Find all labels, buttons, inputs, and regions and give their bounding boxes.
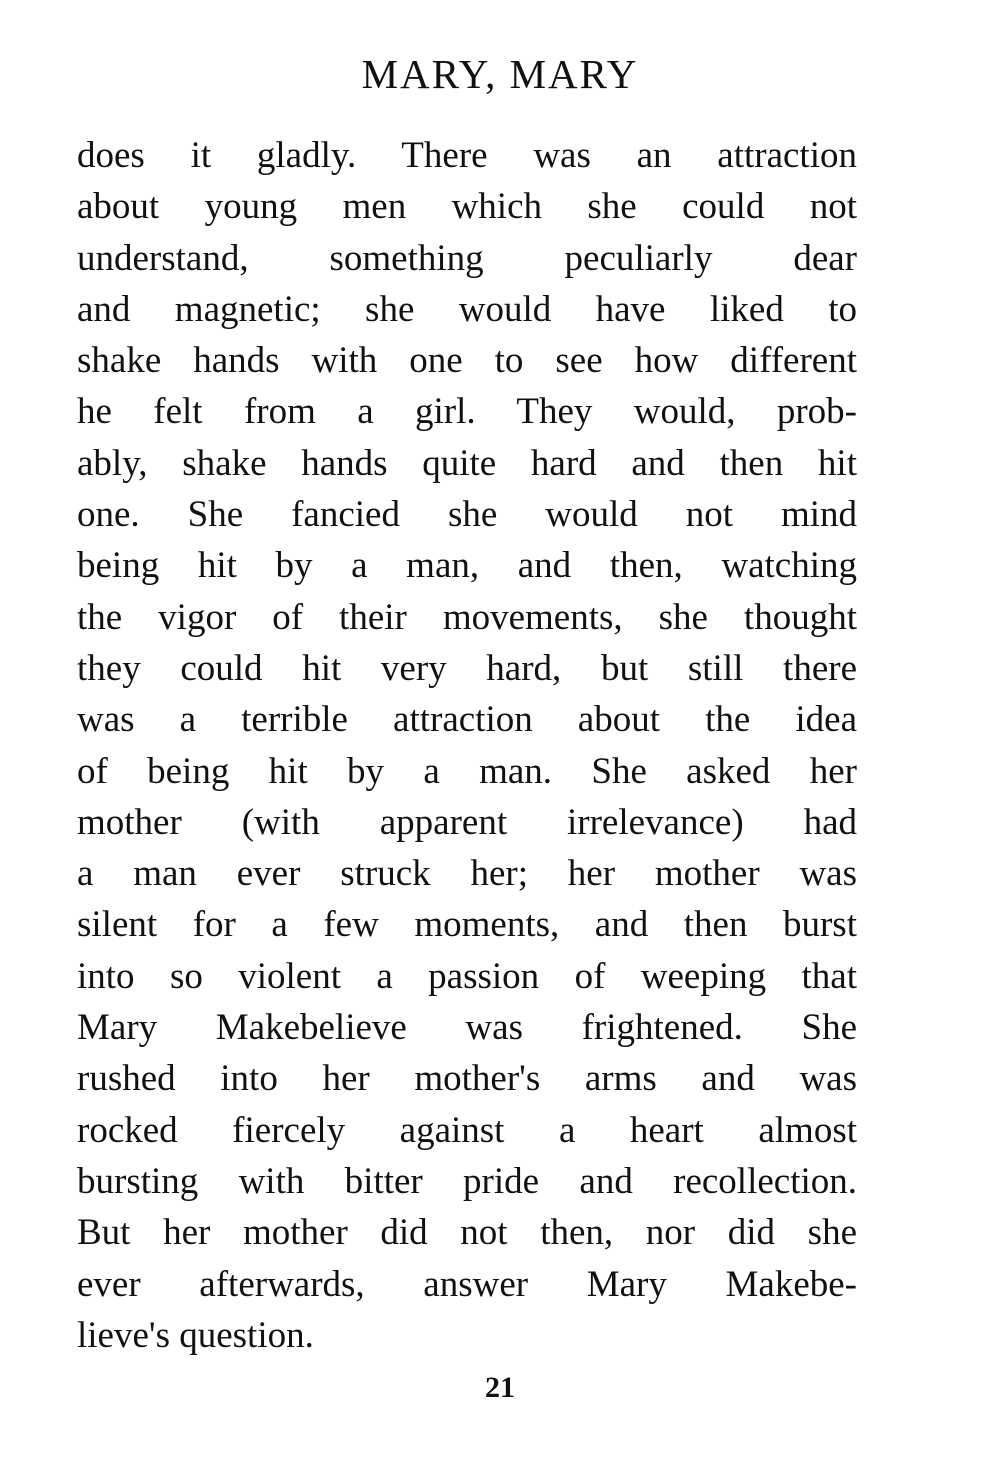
text-line: mother (with apparent irrelevance) had xyxy=(77,801,857,843)
text-line: Mary Makebelieve was frightened. She xyxy=(77,1007,857,1049)
text-line: about young men which she could not xyxy=(77,186,857,228)
text-line: one. She fancied she would not mind xyxy=(77,494,857,536)
page-number: 21 xyxy=(485,1371,515,1404)
text-line: being hit by a man, and then, watching xyxy=(77,545,857,587)
text-line: rushed into her mother's arms and was xyxy=(77,1058,857,1100)
text-line: lieve's question. xyxy=(77,1314,314,1356)
body-text xyxy=(77,130,857,1361)
text-line: he felt from a girl. They would, prob- xyxy=(77,391,857,433)
text-line: does it gladly. There was an attraction xyxy=(77,135,857,176)
text-line: they could hit very hard, but still there xyxy=(77,647,857,689)
text-line: rocked fiercely against a heart almost xyxy=(77,1109,857,1151)
text-line: silent for a few moments, and then burst xyxy=(77,904,857,946)
text-line: into so violent a passion of weeping that xyxy=(77,955,857,997)
text-line: ever afterwards, answer Mary Makebe- xyxy=(77,1263,857,1305)
text-line: a man ever struck her; her mother was xyxy=(77,853,857,895)
text-line: understand, something peculiarly dear xyxy=(77,237,857,279)
running-head: MARY, MARY xyxy=(361,51,639,97)
text-line: bursting with bitter pride and recollection. xyxy=(77,1160,857,1202)
text-line: But her mother did not then, nor did she xyxy=(77,1212,857,1254)
text-line: of being hit by a man. She asked her xyxy=(77,750,857,792)
text-line: ably, shake hands quite hard and then hit xyxy=(77,442,857,484)
text-line: the vigor of their movements, she thought xyxy=(77,596,857,638)
text-line: was a terrible attraction about the idea xyxy=(77,699,857,741)
text-line: and magnetic; she would have liked to xyxy=(77,288,857,330)
text-line: shake hands with one to see how different xyxy=(77,340,857,382)
